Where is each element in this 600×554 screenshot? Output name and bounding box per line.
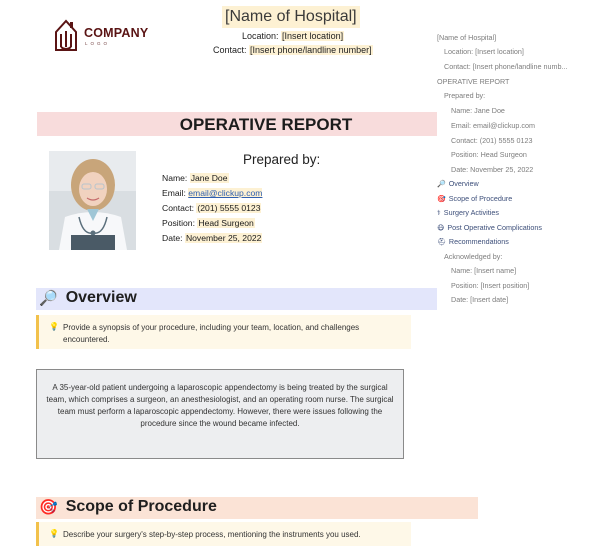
toc-item-hospital[interactable]: [Name of Hospital] bbox=[437, 33, 497, 42]
email-link[interactable]: email@clickup.com bbox=[188, 188, 263, 198]
contact-label: Contact: bbox=[213, 45, 247, 55]
magnifying-glass-icon: 🔎 bbox=[39, 289, 58, 307]
prepared-contact-row bbox=[162, 203, 261, 213]
target-icon: 🎯 bbox=[39, 498, 58, 516]
overview-heading bbox=[39, 289, 137, 307]
mask-face-icon: 😷 bbox=[437, 224, 445, 232]
toc-item-location[interactable]: Location: [Insert location] bbox=[444, 47, 524, 56]
lightbulb-icon: 💡 bbox=[49, 529, 59, 538]
date-value: November 25, 2022 bbox=[185, 233, 262, 243]
toc-item-acknowledged[interactable]: Acknowledged by: bbox=[444, 252, 503, 261]
prepared-contact-value: (201) 5555 0123 bbox=[197, 203, 261, 213]
name-value: Jane Doe bbox=[190, 173, 228, 183]
toc-label: Post Operative Complications bbox=[447, 223, 542, 232]
target-icon: 🎯 bbox=[437, 195, 446, 203]
toc-item-ack-date[interactable]: Date: [Insert date] bbox=[451, 295, 509, 304]
overview-summary-text: A 35-year-old patient undergoing a laparoscopic appendectomy is being treated by the surgical team, which comprises a surgeon, an anesthesiologist, and an operating room nurse. The surgical team must perform a laparoscopic appendectomy. However, there were issues following the procedure since the wound became infected. bbox=[46, 383, 394, 428]
toc-item-ack-name[interactable]: Name: [Insert name] bbox=[451, 266, 517, 275]
overview-callout-text: Provide a synopsis of your procedure, including your team, location, and challenges encountered. bbox=[63, 323, 360, 344]
report-title: OPERATIVE REPORT bbox=[179, 115, 353, 134]
toc-item-overview[interactable] bbox=[437, 179, 597, 188]
location-value: [Insert location] bbox=[282, 31, 344, 41]
lightbulb-icon: 💡 bbox=[49, 322, 59, 331]
toc-item-date[interactable]: Date: November 25, 2022 bbox=[451, 165, 534, 174]
location-line bbox=[242, 31, 344, 41]
toc-item-contact[interactable]: Contact: [Insert phone/landline numb... bbox=[444, 62, 568, 71]
email-label: Email: bbox=[162, 188, 186, 198]
magnifying-glass-icon: 🔎 bbox=[437, 180, 446, 188]
toc-label: Surgery Activities bbox=[443, 208, 499, 217]
toc-item-ack-position[interactable]: Position: [Insert position] bbox=[451, 281, 530, 290]
toc-item-scope[interactable] bbox=[437, 194, 597, 203]
prepared-by-title: Prepared by: bbox=[243, 152, 321, 167]
toc-item-email[interactable]: Email: email@clickup.com bbox=[451, 121, 535, 130]
contact-line bbox=[213, 45, 373, 55]
toc-item-name[interactable]: Name: Jane Doe bbox=[451, 106, 505, 115]
logo-name: COMPANY bbox=[84, 26, 149, 40]
toc-item-recommendations[interactable] bbox=[437, 237, 597, 246]
date-label: Date: bbox=[162, 233, 183, 243]
prepared-date-row bbox=[162, 233, 262, 243]
toc-item-prepared-contact[interactable]: Contact: (201) 5555 0123 bbox=[451, 136, 533, 145]
table-of-contents bbox=[437, 29, 600, 310]
scope-callout bbox=[36, 522, 411, 546]
toc-item-complications[interactable] bbox=[437, 223, 597, 232]
toc-label: Recommendations bbox=[448, 237, 509, 246]
name-label: Name: bbox=[162, 173, 188, 183]
overview-summary-box bbox=[36, 369, 404, 459]
prepared-name-row bbox=[162, 173, 229, 183]
scope-callout-text: Describe your surgery's step-by-step process, mentioning the instruments you used. bbox=[63, 530, 361, 539]
toc-item-operative-report[interactable]: OPERATIVE REPORT bbox=[437, 77, 510, 86]
doctor-photo bbox=[49, 151, 136, 250]
toc-item-position[interactable]: Position: Head Surgeon bbox=[451, 150, 527, 159]
company-logo bbox=[54, 18, 154, 54]
toc-label: Overview bbox=[448, 179, 479, 188]
position-label: Position: bbox=[162, 218, 195, 228]
logo-sub: LOGO bbox=[85, 41, 111, 46]
scope-heading bbox=[39, 498, 217, 516]
prepared-email-row bbox=[162, 188, 262, 198]
prepared-position-row bbox=[162, 218, 255, 228]
toc-label: Scope of Procedure bbox=[448, 194, 513, 203]
position-value: Head Surgeon bbox=[198, 218, 254, 228]
house-logo-icon bbox=[54, 18, 78, 52]
toc-item-surgery-activities[interactable] bbox=[437, 208, 597, 217]
overview-title: Overview bbox=[65, 289, 137, 306]
location-label: Location: bbox=[242, 31, 279, 41]
toc-item-prepared-by[interactable]: Prepared by: bbox=[444, 91, 486, 100]
prepared-contact-label: Contact: bbox=[162, 203, 195, 213]
stethoscope-icon: ⚕ bbox=[437, 209, 441, 217]
scope-title: Scope of Procedure bbox=[65, 498, 217, 515]
rescue-helmet-icon: ⛑ bbox=[437, 238, 446, 246]
overview-callout bbox=[36, 315, 411, 349]
contact-value: [Insert phone/landline number] bbox=[250, 45, 372, 55]
hospital-name: [Name of Hospital] bbox=[222, 6, 360, 28]
